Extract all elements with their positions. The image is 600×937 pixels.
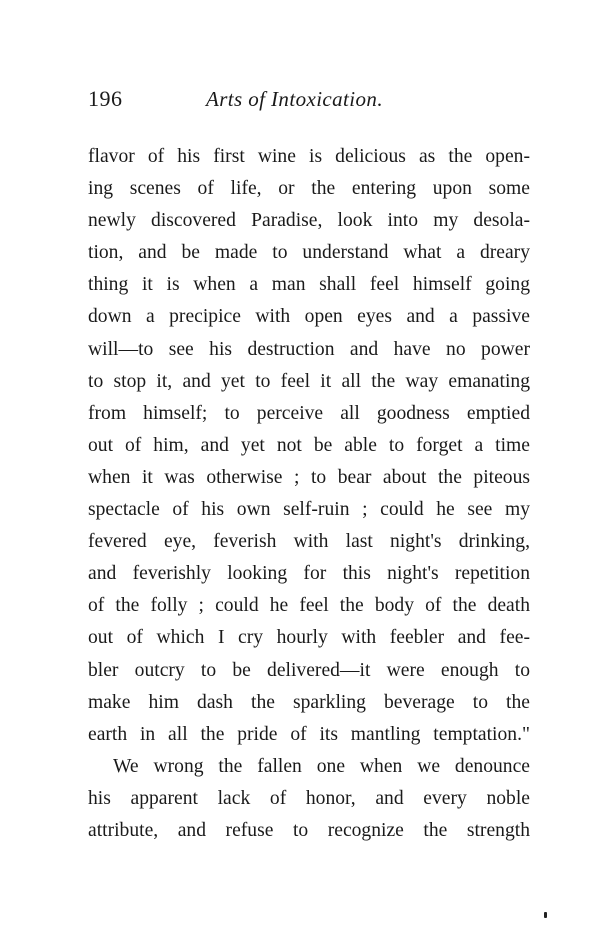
page-number: 196 (88, 86, 123, 111)
text-line: from himself; to perceive all goodness emptied (88, 402, 530, 424)
text-line: fevered eye, feverish with last night's drinking, (88, 531, 530, 553)
text-line-indented: We wrong the fallen one when we denounce (113, 755, 530, 777)
text-line: flavor of his first wine is delicious as the open- (88, 146, 530, 167)
text-line: his apparent lack of honor, and every noble (88, 787, 530, 809)
text-line: bler outcry to be delivered—it were enough to (88, 659, 530, 681)
body-text (88, 141, 530, 847)
text-line: down a precipice with open eyes and a passive (88, 306, 530, 328)
text-line: tion, and be made to understand what a dreary (88, 242, 530, 264)
text-line: and feverishly looking for this night's repetition (88, 563, 530, 585)
text-line: make him dash the sparkling beverage to the (88, 691, 530, 713)
text-line: newly discovered Paradise, look into my desola- (88, 210, 530, 232)
running-title: Arts of Intoxication. (206, 87, 383, 111)
page-header (88, 86, 528, 116)
text-line: ing scenes of life, or the entering upon some (88, 178, 530, 200)
text-line: out of which I cry hourly with feebler and fee- (88, 627, 530, 649)
text-line: attribute, and refuse to recognize the strength (88, 819, 530, 841)
ink-speck (544, 912, 547, 918)
text-line: when it was otherwise ; to bear about the piteous (88, 466, 530, 488)
text-line: spectacle of his own self-ruin ; could he see my (88, 499, 530, 521)
text-line: to stop it, and yet to feel it all the way emanating (88, 370, 530, 392)
text-line: earth in all the pride of its mantling temptation." (88, 723, 530, 745)
text-line: thing it is when a man shall feel himself going (88, 274, 530, 296)
text-line: of the folly ; could he feel the body of the death (88, 595, 530, 617)
text-line: out of him, and yet not be able to forget a time (88, 434, 530, 456)
text-line: will—to see his destruction and have no power (88, 338, 530, 360)
